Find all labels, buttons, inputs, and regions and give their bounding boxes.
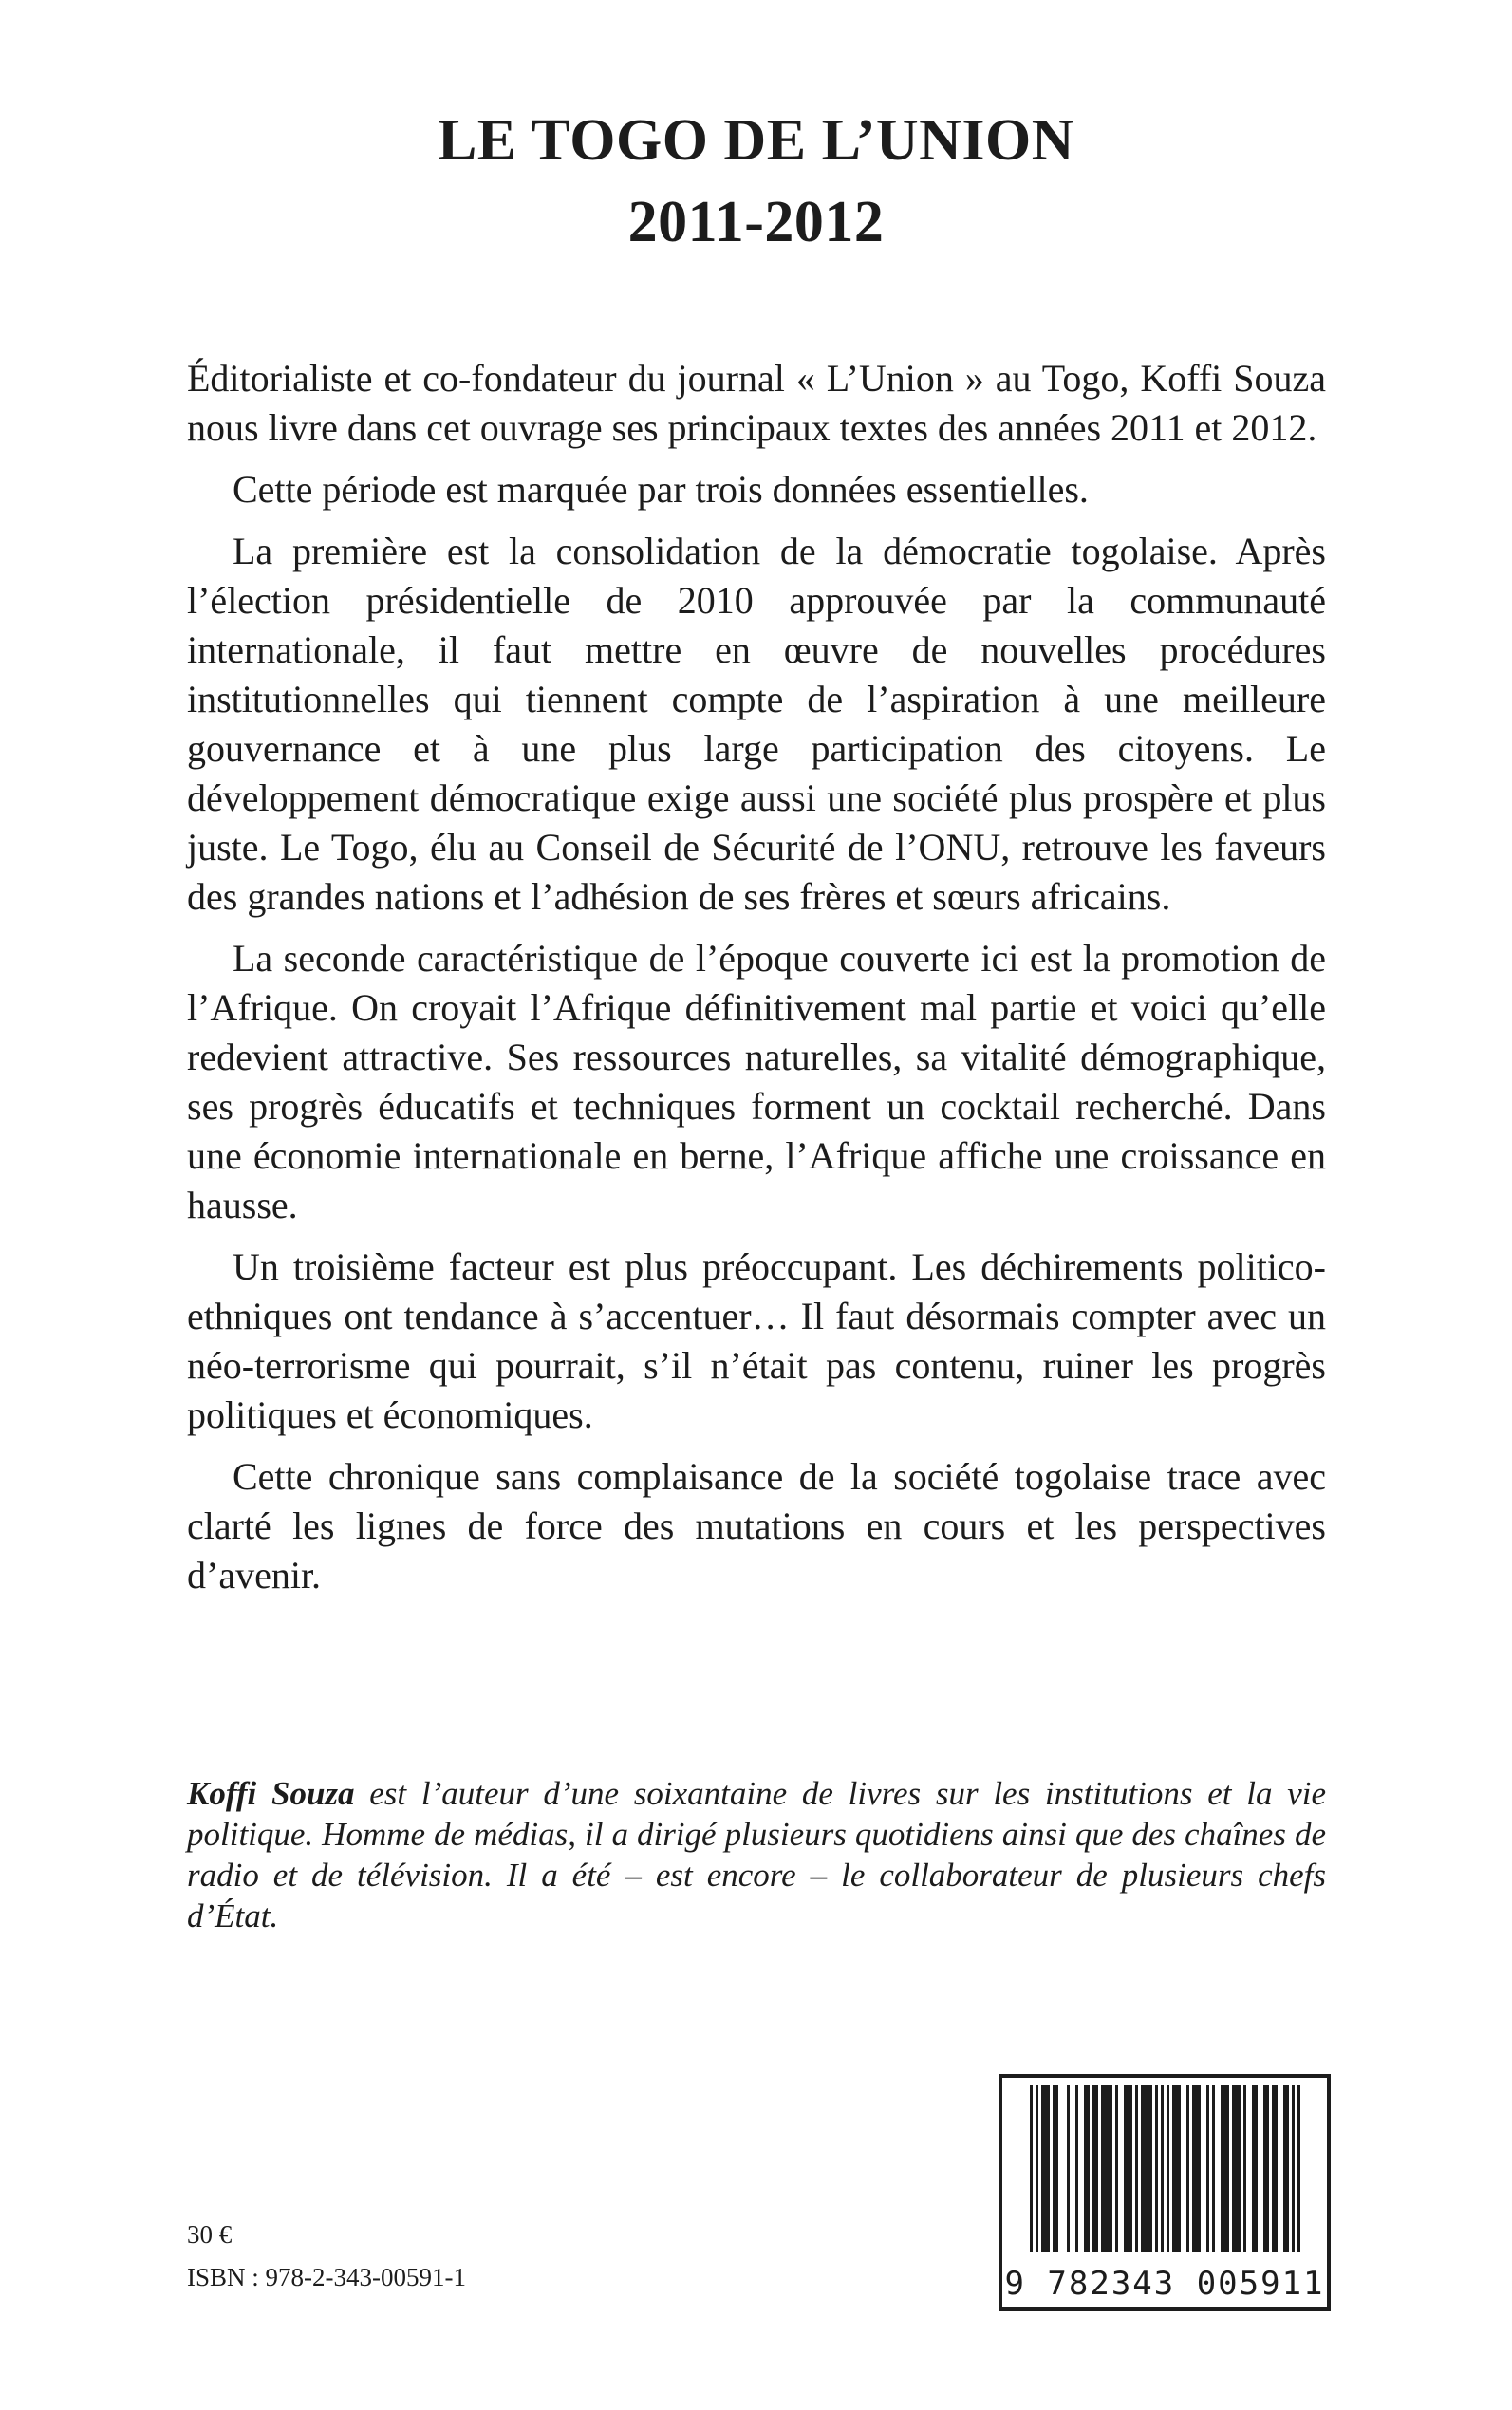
isbn: ISBN : 978-2-343-00591-1 — [187, 2263, 466, 2291]
barcode-bar — [1084, 2085, 1087, 2252]
barcode-bar — [1124, 2085, 1127, 2252]
barcode-bar — [1087, 2085, 1090, 2252]
blurb — [187, 354, 1326, 1613]
book-title: LE TOGO DE L’UNION — [437, 108, 1075, 173]
barcode-bar — [1186, 2085, 1189, 2252]
barcode-bar — [1235, 2085, 1238, 2252]
barcode-bar — [1149, 2085, 1152, 2252]
blurb-paragraph: La première est la consolidation de la démocratie togolaise. Après l’élection présidentielle de 2010 approuvée par la communauté internationale, il faut mettre en œuvre de nouvelles procédures institutionnelles qui tiennent compte de l’aspiration à une meilleure gouvernance et à une plus large participation des citoyens. Le développement démocratique exige aussi une société plus prospère et plus juste. Le Togo, élu au Conseil de Sécurité de l’ONU, retrouve les faveurs des grandes nations et l’adhésion de ses frères et sœurs africains. — [187, 530, 1326, 918]
barcode-bar — [1115, 2085, 1118, 2252]
barcode-bar — [1172, 2085, 1175, 2252]
blurb-paragraph: Cette période est marquée par trois données essentielles. — [233, 468, 1089, 511]
barcode-bar — [1221, 2085, 1223, 2252]
barcode-bar — [1223, 2085, 1226, 2252]
barcode-bar — [1206, 2085, 1209, 2252]
barcode-bars — [1002, 2078, 1327, 2258]
barcode-bar — [1155, 2085, 1158, 2252]
barcode-bar — [1141, 2085, 1144, 2252]
barcode-bar — [1055, 2085, 1058, 2252]
blurb-paragraph: Éditorialiste et co-fondateur du journal « L’Union » au Togo, Koffi Souza nous livre dans cet ouvrage ses principaux textes des années 2011 et 2012. — [187, 357, 1326, 449]
barcode-bar — [1036, 2085, 1038, 2252]
barcode-bar — [1127, 2085, 1129, 2252]
barcode-bar — [1255, 2085, 1258, 2252]
barcode-bar — [1167, 2085, 1169, 2252]
barcode-bar — [1283, 2085, 1286, 2252]
barcode-bar — [1129, 2085, 1132, 2252]
barcode-bar — [1286, 2085, 1289, 2252]
author-name: Koffi Souza — [187, 1775, 355, 1812]
barcode-bar — [1292, 2085, 1295, 2252]
barcode-bar — [1226, 2085, 1229, 2252]
barcode-bar — [1030, 2085, 1033, 2252]
barcode-bar — [1053, 2085, 1055, 2252]
blurb-paragraph: La seconde caractéristique de l’époque couverte ici est la promotion de l’Afrique. On croyait l’Afrique définitivement mal partie et voici qu’elle redevient attractive. Ses ressources naturelles, sa vitalité démographique, ses progrès éducatifs et techniques forment un cocktail recherché. Dans une économie internationale en berne, l’Afrique affiche une croissance en hausse. — [187, 937, 1326, 1226]
barcode-bar — [1275, 2085, 1278, 2252]
barcode-bar — [1147, 2085, 1149, 2252]
barcode-bar — [1238, 2085, 1241, 2252]
barcode-bar — [1263, 2085, 1266, 2252]
barcode-bar — [1198, 2085, 1201, 2252]
barcode-digits: 9 782343 005911 — [1004, 2265, 1325, 2303]
barcode-bar — [1195, 2085, 1198, 2252]
barcode-bar — [1044, 2085, 1047, 2252]
barcode-bar — [1232, 2085, 1235, 2252]
blurb-paragraph: Cette chronique sans complaisance de la société togolaise trace avec clarté les lignes de force des mutations en cours et les perspectives d’avenir. — [187, 1455, 1326, 1597]
author-bio — [187, 1773, 1326, 1936]
barcode-bar — [1243, 2085, 1246, 2252]
barcode-bar — [1095, 2085, 1098, 2252]
barcode-bar — [1104, 2085, 1107, 2252]
barcode-bar — [1101, 2085, 1104, 2252]
barcode-bar — [1266, 2085, 1269, 2252]
author-bio-text: est l’auteur d’une soixantaine de livres sur les institutions et la vie politique. Homme de médias, il a dirigé plusieurs quotidiens ainsi que des chaînes de radio et de télévision. Il a été – est encore – le collaborateur de plusieurs chefs d’État. — [187, 1775, 1326, 1934]
barcode-bar — [1175, 2085, 1178, 2252]
barcode-bar — [1144, 2085, 1147, 2252]
barcode-bar — [1192, 2085, 1195, 2252]
barcode-bar — [1067, 2085, 1070, 2252]
barcode-bar — [1092, 2085, 1095, 2252]
blurb-paragraph: Un troisième facteur est plus préoccupant. Les déchirements politico-ethniques ont tendance à s’accentuer… Il faut désormais compter avec un néo-terrorisme qui pourrait, s’il n’était pas contenu, ruiner les progrès politiques et économiques. — [187, 1245, 1326, 1436]
book-years: 2011-2012 — [627, 190, 885, 254]
barcode-bar — [1272, 2085, 1275, 2252]
price: 30 € — [187, 2220, 233, 2249]
barcode-bar — [1161, 2085, 1164, 2252]
barcode-bar — [1212, 2085, 1215, 2252]
barcode-bar — [1297, 2085, 1300, 2252]
barcode-bar — [1075, 2085, 1078, 2252]
barcode-bar — [1047, 2085, 1050, 2252]
barcode-bar — [1252, 2085, 1255, 2252]
barcode — [999, 2074, 1331, 2311]
barcode-bar — [1107, 2085, 1110, 2252]
barcode-bar — [1110, 2085, 1112, 2252]
barcode-bar — [1178, 2085, 1181, 2252]
barcode-bar — [1041, 2085, 1044, 2252]
barcode-bar — [1135, 2085, 1138, 2252]
